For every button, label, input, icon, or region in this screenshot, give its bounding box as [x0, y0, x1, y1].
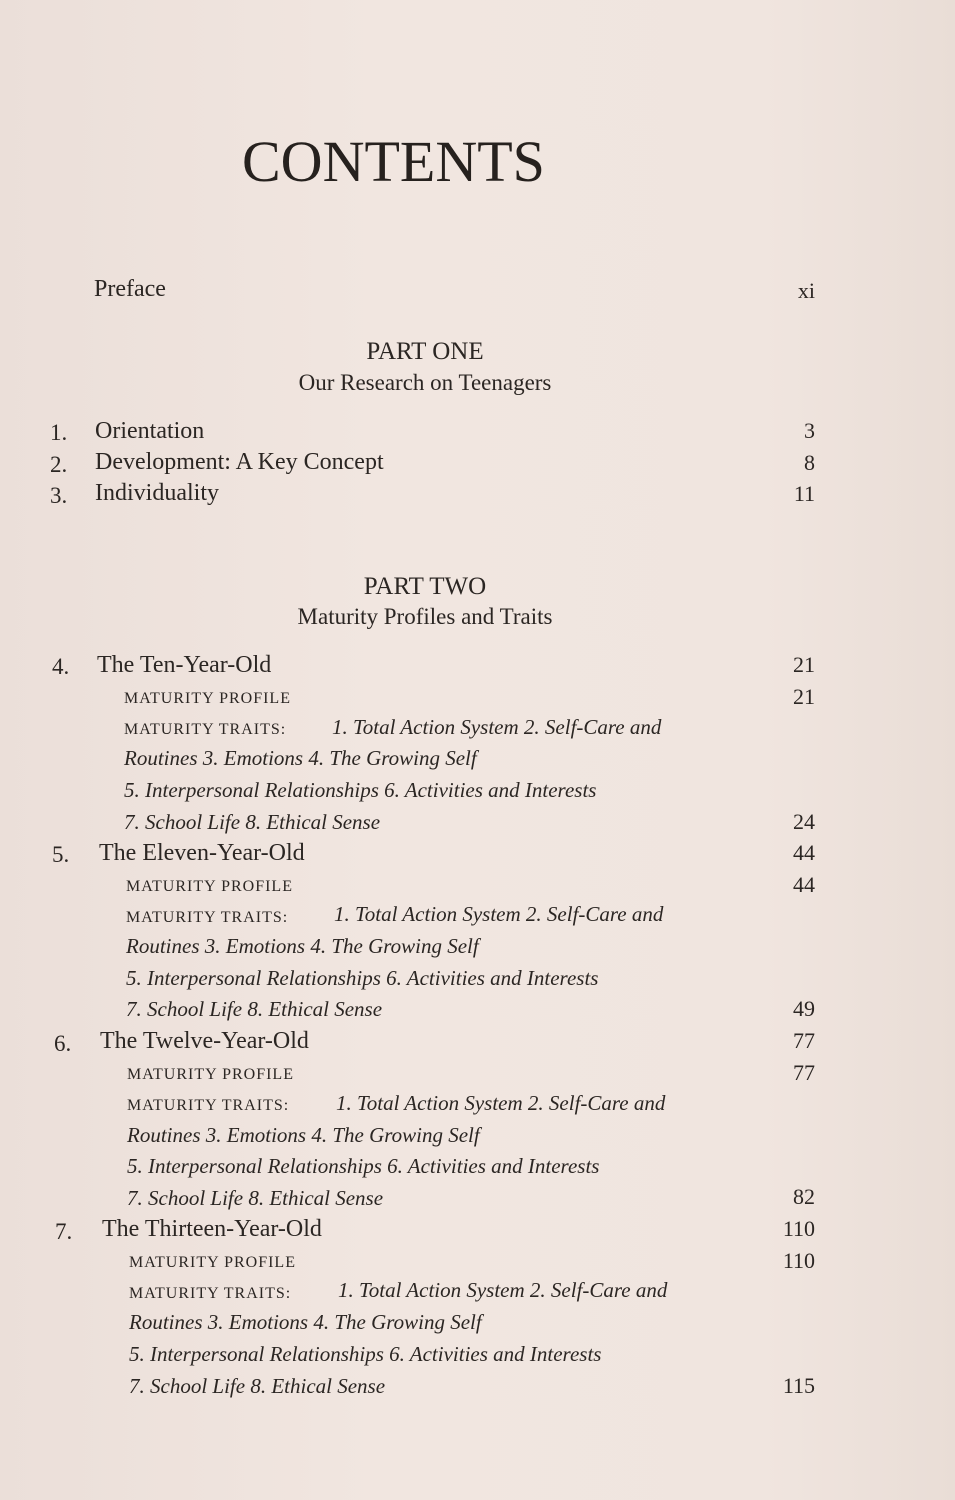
chapter-title: Orientation: [95, 418, 205, 444]
maturity-traits-label: MATURITY TRAITS:: [129, 1285, 292, 1302]
chapter-title: Development: A Key Concept: [95, 449, 384, 475]
preface-page: xi: [797, 278, 815, 303]
part-two-heading: PART TWO: [363, 573, 487, 600]
traits-line: 7. School Life 8. Ethical Sense: [127, 1186, 384, 1210]
part-one-subtitle: Our Research on Teenagers: [298, 370, 552, 395]
profile-page: 77: [793, 1060, 815, 1085]
traits-line: 1. Total Action System 2. Self-Care and: [336, 1091, 666, 1115]
preface-label: Preface: [94, 276, 166, 302]
traits-line: 5. Interpersonal Relationships 6. Activities and Interests: [127, 1154, 600, 1178]
chapter-number: 6.: [54, 1031, 72, 1056]
traits-line: Routines 3. Emotions 4. The Growing Self: [124, 746, 477, 770]
maturity-traits-label: MATURITY TRAITS:: [126, 909, 289, 926]
traits-line: 1. Total Action System 2. Self-Care and: [338, 1278, 668, 1302]
traits-page: 49: [793, 996, 815, 1021]
traits-line: 5. Interpersonal Relationships 6. Activities and Interests: [126, 966, 599, 990]
page-title: CONTENTS: [242, 129, 545, 194]
chapter-title: Individuality: [95, 480, 219, 506]
chapter-page: 110: [782, 1216, 815, 1241]
part-one-heading: PART ONE: [366, 338, 484, 365]
traits-line: 7. School Life 8. Ethical Sense: [124, 810, 381, 834]
maturity-traits-label: MATURITY TRAITS:: [127, 1097, 290, 1114]
profile-page: 110: [782, 1248, 815, 1273]
chapter-number: 4.: [52, 654, 70, 679]
traits-page: 82: [793, 1184, 815, 1209]
chapter-title: The Ten-Year-Old: [97, 652, 272, 678]
traits-line: Routines 3. Emotions 4. The Growing Self: [126, 934, 479, 958]
traits-line: 1. Total Action System 2. Self-Care and: [332, 715, 662, 739]
traits-line: 1. Total Action System 2. Self-Care and: [334, 902, 664, 926]
traits-line: 7. School Life 8. Ethical Sense: [129, 1374, 386, 1398]
traits-line: 7. School Life 8. Ethical Sense: [126, 997, 383, 1021]
traits-page: 115: [782, 1373, 815, 1398]
maturity-profile-label: MATURITY PROFILE: [126, 878, 293, 895]
maturity-profile-label: MATURITY PROFILE: [127, 1066, 294, 1083]
traits-line: 5. Interpersonal Relationships 6. Activities and Interests: [124, 778, 597, 802]
chapter-title: The Twelve-Year-Old: [100, 1028, 309, 1054]
chapter-page: 8: [804, 450, 815, 475]
profile-page: 21: [793, 684, 815, 709]
chapter-number: 3.: [50, 483, 68, 508]
traits-page: 24: [793, 809, 815, 834]
maturity-traits-label: MATURITY TRAITS:: [124, 721, 287, 738]
chapter-page: 11: [793, 481, 815, 506]
chapter-number: 5.: [52, 842, 70, 867]
chapter-number: 1.: [50, 420, 68, 445]
chapter-page: 44: [793, 840, 815, 865]
maturity-profile-label: MATURITY PROFILE: [124, 690, 291, 707]
chapter-page: 77: [793, 1028, 815, 1053]
chapter-number: 7.: [55, 1219, 73, 1244]
chapter-page: 21: [793, 652, 815, 677]
traits-line: 5. Interpersonal Relationships 6. Activities and Interests: [129, 1342, 602, 1366]
traits-line: Routines 3. Emotions 4. The Growing Self: [127, 1123, 480, 1147]
chapter-number: 2.: [50, 452, 68, 477]
maturity-profile-label: MATURITY PROFILE: [129, 1254, 296, 1271]
chapter-title: The Thirteen-Year-Old: [102, 1216, 322, 1242]
profile-page: 44: [793, 872, 815, 897]
part-two-subtitle: Maturity Profiles and Traits: [297, 604, 553, 629]
chapter-title: The Eleven-Year-Old: [99, 840, 305, 866]
chapter-page: 3: [804, 418, 815, 443]
traits-line: Routines 3. Emotions 4. The Growing Self: [129, 1310, 482, 1334]
